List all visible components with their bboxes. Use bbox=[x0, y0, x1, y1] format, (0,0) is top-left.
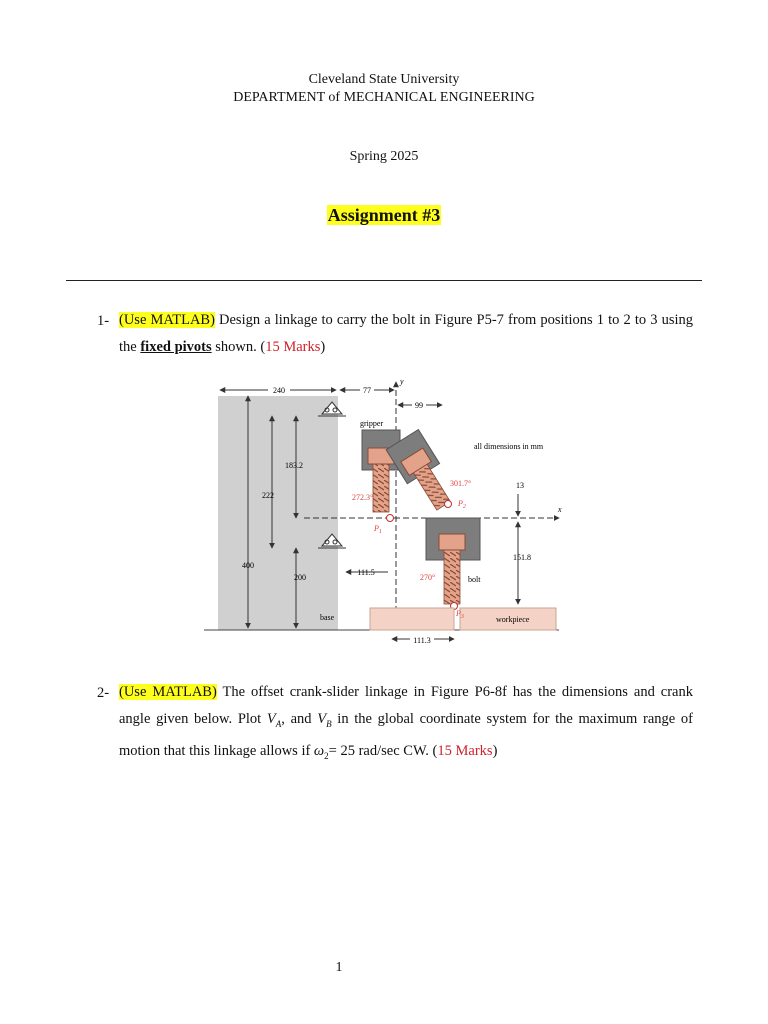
omega-subscript: 2 bbox=[324, 750, 329, 761]
gripper-position-1 bbox=[362, 430, 400, 522]
dim-77-text: 77 bbox=[363, 386, 371, 395]
workpiece-left bbox=[370, 608, 454, 630]
point-p1-label: $P_1$ bbox=[374, 524, 382, 535]
point-p3-label: $P_3$ bbox=[456, 609, 464, 620]
horizontal-rule bbox=[66, 280, 702, 281]
dim-400-text: 400 bbox=[242, 561, 254, 570]
fixed-pivots-emphasis: fixed pivots bbox=[140, 339, 212, 355]
dim-13-text: 13 bbox=[516, 481, 524, 490]
y-axis-label: y bbox=[400, 377, 404, 386]
question-2-close: ) bbox=[492, 742, 498, 759]
question-2-body-a: The offset crank-slider linkage in Figure P6-8f has the dimensions and crank angle given below. Plot bbox=[119, 684, 693, 727]
dim-222-text: 222 bbox=[262, 491, 274, 500]
figure-p5-7 bbox=[204, 372, 564, 650]
question-2-marks: 15 Marks bbox=[437, 742, 493, 759]
gripper-label: gripper bbox=[360, 419, 384, 428]
dim-200-text: 200 bbox=[294, 573, 306, 582]
workpiece-label: workpiece bbox=[496, 615, 530, 624]
gripper-position-3 bbox=[426, 518, 480, 610]
question-1-marks: 15 Marks bbox=[265, 339, 321, 355]
bolt-label: bolt bbox=[468, 575, 481, 584]
question-2-body-c: in the global coordinate system for the maximum range of motion that this linkage allows if bbox=[119, 711, 693, 759]
velocity-b-symbol: V bbox=[317, 711, 327, 727]
department-name: DEPARTMENT of MECHANICAL ENGINEERING bbox=[233, 90, 535, 105]
question-2-number: 2- bbox=[97, 685, 110, 701]
point-p2-label: $P_2$ bbox=[458, 499, 466, 510]
base-block bbox=[218, 396, 338, 630]
dim-1113-text: 111.3 bbox=[413, 636, 431, 645]
omega-symbol: ω bbox=[313, 742, 325, 759]
term-label: Spring 2025 bbox=[349, 149, 419, 164]
base-label: base bbox=[320, 613, 335, 622]
velocity-b-subscript: B bbox=[326, 718, 332, 729]
point-p2-marker bbox=[445, 501, 452, 508]
question-2-body-d: = 25 rad/sec CW. ( bbox=[328, 742, 438, 759]
question-1-body-a: Design a linkage to carry the bolt in Figure P5-7 from positions 1 to 2 to 3 using the bbox=[119, 312, 693, 355]
dim-240-text: 240 bbox=[273, 386, 285, 395]
assignment-title: Assignment #3 bbox=[327, 205, 441, 225]
question-1-close: ) bbox=[320, 339, 326, 355]
dim-1115-text: 111.5 bbox=[357, 568, 375, 577]
velocity-a-symbol: V bbox=[266, 711, 276, 727]
question-2-tool-highlight: (Use MATLAB) bbox=[119, 684, 217, 700]
all-dimensions-note: all dimensions in mm bbox=[474, 442, 544, 451]
angle-301-label: 301.7° bbox=[450, 479, 472, 488]
page-number: 1 bbox=[335, 960, 343, 975]
university-name: Cleveland State University bbox=[308, 72, 460, 87]
question-2-text bbox=[119, 679, 693, 770]
dim-99-text: 99 bbox=[415, 401, 423, 410]
question-1-number: 1- bbox=[97, 313, 110, 329]
dim-183-text: 183.2 bbox=[285, 461, 303, 470]
dim-1518-text: 151.8 bbox=[513, 553, 531, 562]
assignment-title-wrap bbox=[0, 205, 768, 226]
question-1-tool-highlight: (Use MATLAB) bbox=[119, 312, 215, 328]
angle-272-label: 272.3° bbox=[352, 493, 374, 502]
angle-270-label: 270° bbox=[420, 573, 436, 582]
question-2-body-b: , and bbox=[281, 711, 318, 727]
question-1-text bbox=[119, 307, 693, 361]
x-axis-label: x bbox=[558, 505, 562, 514]
velocity-a-subscript: A bbox=[275, 718, 282, 729]
question-1-body-b: shown. ( bbox=[211, 339, 266, 355]
